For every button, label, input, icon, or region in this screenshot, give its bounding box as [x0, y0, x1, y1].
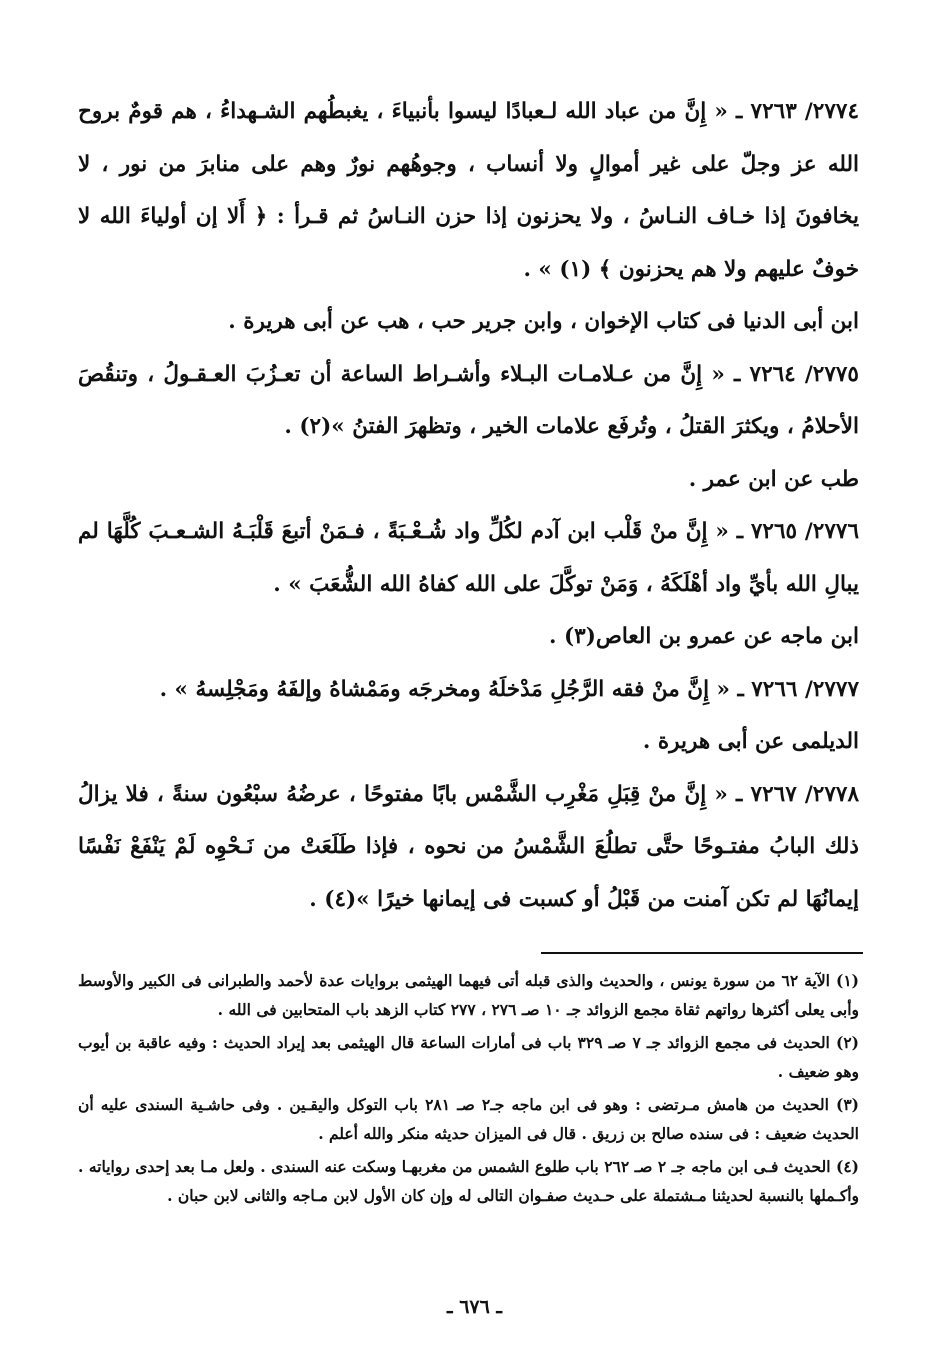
hadith-2776: ٢٧٧٦/ ٧٢٦٥ ـ « إِنَّ منْ قَلْب ابن آدم لكُلِّ واد شُـعْـبَةً ، فـمَنْ أتبعَ قَلْبَـهُ الشـعـبَ كُلَّهَا لم يبالِ الله بأيِّ واد أهْلَكَهُ ، وَمَنْ توكَّلَ على الله كفاهُ الله الشُّعَبَ » .: [78, 519, 859, 597]
source-line-2774: ابن أبى الدنيا فى كتاب الإخوان ، وابن جرير حب ، هب عن أبى هريرة .: [228, 309, 859, 334]
footnote-separator-wrap: [78, 952, 859, 954]
main-text: [78, 86, 859, 926]
hadith-2775: ٢٧٧٥/ ٧٢٦٤ ـ « إِنَّ من عـلامـات البـلاء وأشـراط الساعة أن تعـزُبَ العـقـولُ ، وتنقُصَ الأحلامُ ، ويكثرَ القتلُ ، وتُرفَع علامات الخير ، وتظهرَ الفتنُ »(٢) .: [78, 361, 859, 439]
footnote-2: (٢) الحديث فى مجمع الزوائد جـ ٧ صـ ٣٢٩ باب فى أمارات الساعة قال الهيثمى بعد إيراد الحديث : وفيه عاقبة بن أيوب وهو ضعيف .: [78, 1033, 859, 1081]
hadith-2778: ٢٧٧٨/ ٧٢٦٧ ـ « إِنَّ منْ قِبَلِ مَغْرِب الشَّمْس بابًا مفتوحًا ، عرضُهُ سبْعُون سنةً ، فلا يزالُ ذلك البابُ مفتـوحًا حتَّى تطلُعَ الشَّمْسُ من نحوه ، فإذا طَلَعَتْ من نَـحْوِه لَمْ يَنْفَعْ نَفْسًا إيمانُهَا لم تكن آمنت من قَبْلُ أو كسبت فى إيمانها خيرًا »(٤) .: [78, 781, 859, 912]
page-number: ـ ٦٧٦ ـ: [447, 1296, 502, 1318]
source-line-2775: طب عن ابن عمر .: [688, 466, 859, 492]
footnote-1: (١) الآية ٦٢ من سورة يونس ، والحديث والذى قبله أتى فيهما الهيثمى بروايات عدة لأحمد والطبرانى فى الكبير والأوسط وأبى يعلى أكثرها رواتهم ثقاة مجمع الزوائد جـ ١٠ صـ ٢٧٦ ، ٢٧٧ كتاب الزهد باب المتحابين فى الله .: [78, 971, 859, 1019]
source-line-2777: الديلمى عن أبى هريرة .: [642, 729, 859, 754]
hadith-2774: ٢٧٧٤/ ٧٢٦٣ ـ « إِنَّ من عباد الله لـعبادًا ليسوا بأنبياءَ ، يغبطُهم الشـهداءُ ، هم قومٌ بروح الله عز وجلّ على غير أموالٍ ولا أنساب ، وجوهُهم نورٌ وهم على منابرَ من نور ، لا يخافونَ إذا خـاف النـاسُ ، ولا يحزنون إذا حزن النـاسُ ثم قـرأ : ﴿ أَلا إن أولياءَ الله لا خوفٌ عليهم ولا هم يحزنون ﴾ (١) » .: [78, 99, 859, 282]
footnote-3: (٣) الحديث من هامش مـرتضى : وهو فى ابن ماجه جـ٢ صـ ٢٨١ باب التوكل واليقـين . وفى حاشـية السندى عليه أن الحديث ضعيف : فى سنده صالح بن زريق . قال فى الميزان حديثه منكر والله أعلم .: [78, 1095, 860, 1143]
footnote-separator: [541, 952, 863, 954]
footnotes: [78, 966, 859, 1210]
footnote-4: (٤) الحديث فـى ابن ماجه جـ ٢ صـ ٢٦٢ باب طلوع الشمس من مغربهـا وسكت عنه السندى . ولعل مـا بعد إحدى رواياته . وأكـملها بالنسبة لحديثنا مـشتملة على حـديث صفـوان التالى له وإن كان الأول لابن مـاجه والثانى لابن حبان .: [78, 1157, 859, 1205]
hadith-2777: ٢٧٧٧/ ٧٢٦٦ ـ « إِنَّ منْ فقه الرَّجُلِ مَدْخلَهُ ومخرجَه ومَمْشاهُ وإلفَهُ ومَجْلِسهُ » .: [159, 676, 859, 702]
source-line-2776: ابن ماجه عن عمرو بن العاص(٣) .: [548, 624, 859, 649]
